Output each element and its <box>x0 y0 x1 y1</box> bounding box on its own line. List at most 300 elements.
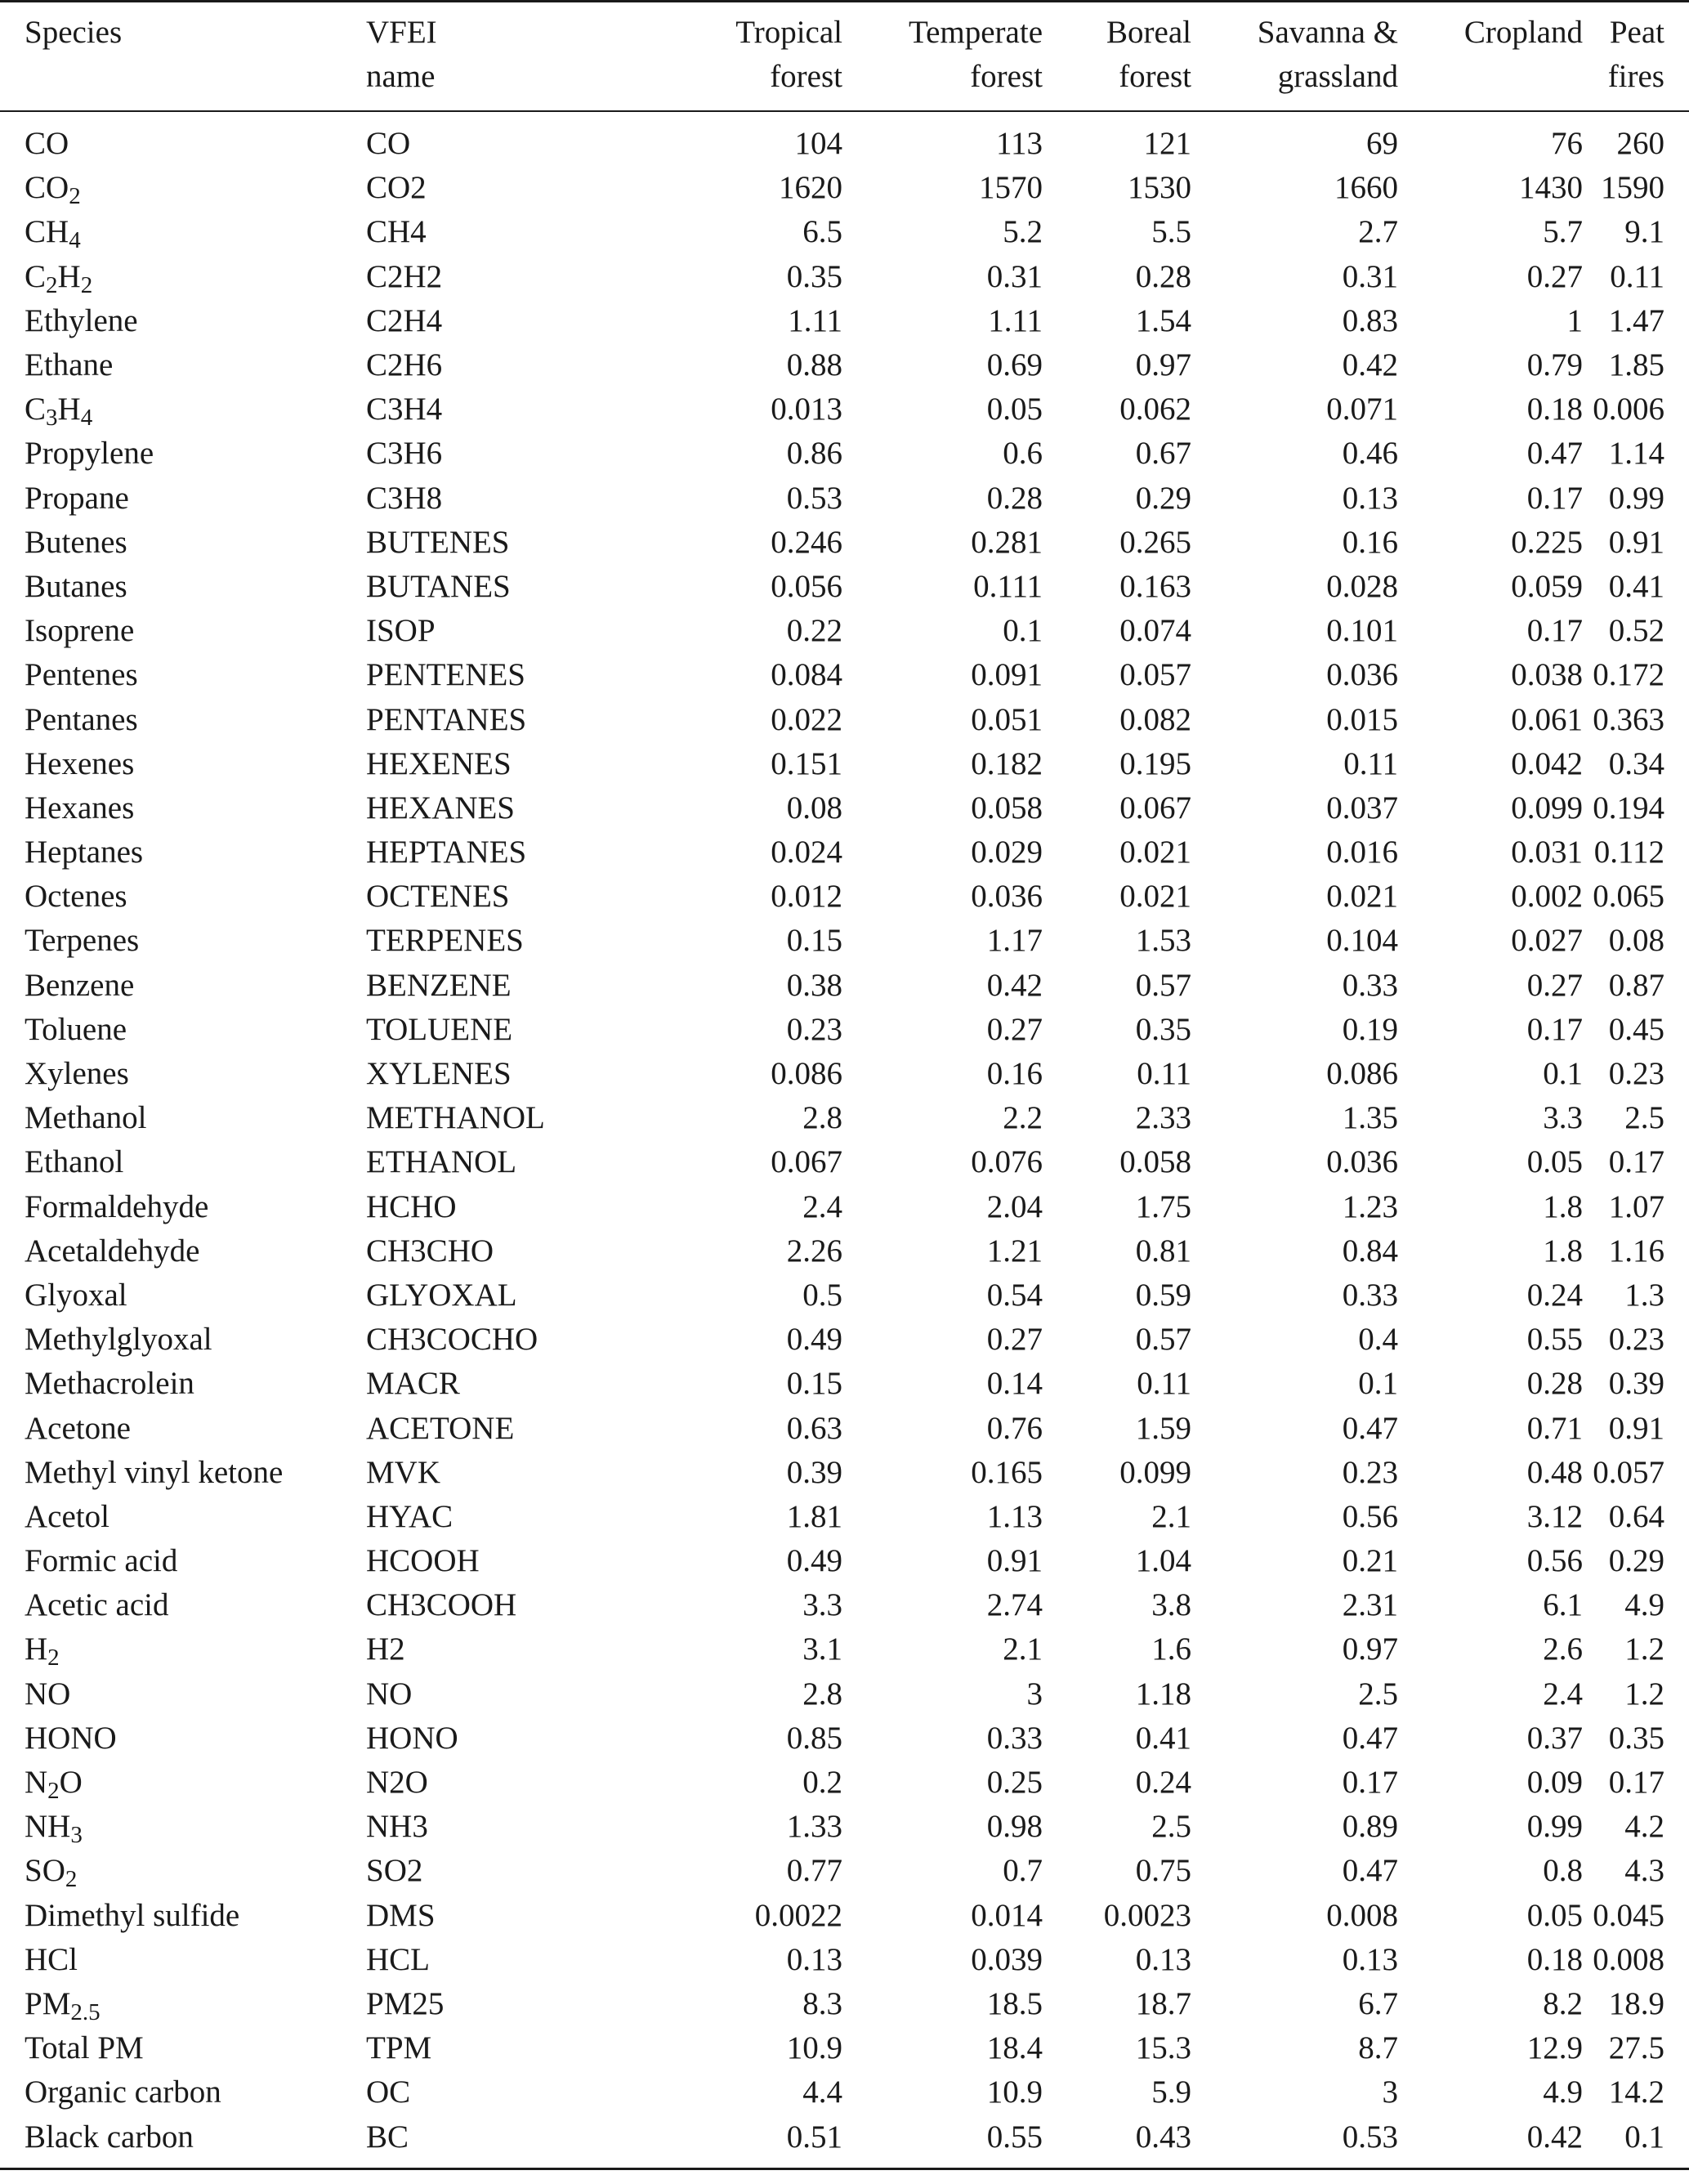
vfei-name-cell: CH3COOH <box>366 1587 517 1623</box>
species-cell <box>0 521 366 565</box>
species-cell <box>0 1273 366 1318</box>
value-cell: 2.4 <box>802 1188 842 1224</box>
value-cell: 1.11 <box>988 302 1043 338</box>
value-cell: 0.022 <box>771 701 842 737</box>
species-text: H <box>25 1631 48 1667</box>
value-cell: 0.91 <box>1608 524 1664 560</box>
value-cell: 260 <box>1616 126 1664 162</box>
value-cell: 0.006 <box>1593 392 1664 427</box>
value-cell: 0.05 <box>1526 1897 1583 1933</box>
value-cell: 0.39 <box>786 1454 842 1490</box>
value-cell: 2.8 <box>802 1100 842 1136</box>
value-cell: 0.15 <box>786 923 842 959</box>
species-text: CO <box>25 170 69 206</box>
species-cell <box>0 1672 366 1716</box>
value-cell: 5.5 <box>1151 214 1191 250</box>
value-cell: 0.13 <box>786 1941 842 1977</box>
value-cell: 0.67 <box>1135 436 1191 472</box>
species-text: Octenes <box>25 879 127 915</box>
value-cell: 2.6 <box>1543 1631 1583 1667</box>
value-cell: 0.54 <box>986 1277 1043 1313</box>
value-cell: 0.101 <box>1326 613 1398 649</box>
value-cell: 104 <box>794 126 842 162</box>
table-row <box>0 2115 1689 2168</box>
value-cell: 0.028 <box>1326 568 1398 604</box>
value-cell: 0.11 <box>1137 1366 1191 1402</box>
species-text: N <box>25 1765 48 1801</box>
species-cell <box>0 166 366 210</box>
species-text: Propylene <box>25 436 154 472</box>
species-cell <box>0 255 366 299</box>
species-cell <box>0 1583 366 1627</box>
value-cell: 1.33 <box>786 1809 842 1845</box>
value-cell: 0.18 <box>1526 392 1583 427</box>
species-text: Acetaldehyde <box>25 1233 200 1269</box>
table-row <box>0 432 1689 476</box>
table-row <box>0 742 1689 786</box>
value-cell: 4.9 <box>1543 2074 1583 2110</box>
species-cell <box>0 1982 366 2026</box>
value-cell: 0.47 <box>1342 1410 1398 1446</box>
value-cell: 0.35 <box>1608 1720 1664 1756</box>
header-line: Boreal <box>1106 15 1191 50</box>
value-cell: 0.067 <box>1119 790 1191 826</box>
value-cell: 0.057 <box>1593 1454 1664 1490</box>
table-row <box>0 609 1689 653</box>
table-row <box>0 1627 1689 1672</box>
table-row <box>0 653 1689 697</box>
species-cell <box>0 1229 366 1273</box>
value-cell: 0.48 <box>1526 1454 1583 1490</box>
value-cell: 0.1 <box>1583 2115 1689 2168</box>
value-cell: 0.09 <box>1526 1765 1583 1801</box>
value-cell: 5.7 <box>1543 214 1583 250</box>
value-cell: 0.195 <box>1119 745 1191 781</box>
value-cell: 10.9 <box>786 2030 842 2066</box>
header-species <box>0 2 366 112</box>
table-body <box>0 111 1689 2168</box>
value-cell: 0.57 <box>1135 967 1191 1003</box>
vfei-name-cell: MVK <box>366 1454 441 1490</box>
value-cell: 2.4 <box>1543 1676 1583 1712</box>
table-row <box>0 1849 1689 1893</box>
value-cell: 0.19 <box>1342 1011 1398 1047</box>
species-cell <box>0 830 366 875</box>
species-text: Ethylene <box>25 302 138 338</box>
header-line: Savanna & <box>1257 15 1398 50</box>
value-cell: 14.2 <box>1608 2074 1664 2110</box>
header-peat-fires <box>1583 2 1689 112</box>
value-cell: 0.031 <box>1511 835 1583 870</box>
header-line: Peat fires <box>1607 15 1664 94</box>
header-temperate-forest <box>842 2 1043 112</box>
species-text: Methyl vinyl ketone <box>25 1454 284 1490</box>
header-line: Cropland <box>1463 15 1583 50</box>
value-cell: 0.027 <box>1511 923 1583 959</box>
table-row <box>0 343 1689 387</box>
value-cell: 0.17 <box>1526 480 1583 516</box>
value-cell: 2.5 <box>1358 1676 1398 1712</box>
species-subscript: 2 <box>46 271 58 298</box>
value-cell: 0.016 <box>1326 835 1398 870</box>
table-row <box>0 1052 1689 1096</box>
header-line: Species <box>25 15 123 50</box>
vfei-name-cell: C2H4 <box>366 302 443 338</box>
species-cell <box>0 1140 366 1184</box>
table-row <box>0 255 1689 299</box>
vfei-name-cell: PM25 <box>366 1985 445 2021</box>
value-cell: 0.008 <box>1593 1941 1664 1977</box>
species-cell <box>0 1096 366 1140</box>
value-cell: 18.9 <box>1608 1985 1664 2021</box>
table-row <box>0 919 1689 963</box>
value-cell: 1.3 <box>1624 1277 1664 1313</box>
value-cell: 0.036 <box>1326 657 1398 693</box>
value-cell: 1.04 <box>1135 1543 1191 1579</box>
value-cell: 0.021 <box>1326 879 1398 915</box>
value-cell: 0.111 <box>973 568 1043 604</box>
species-cell <box>0 2026 366 2070</box>
value-cell: 2.04 <box>986 1188 1043 1224</box>
value-cell: 0.036 <box>1326 1144 1398 1180</box>
table-row <box>0 1583 1689 1627</box>
value-cell: 3 <box>1026 1676 1043 1712</box>
value-cell: 0.11 <box>1137 1056 1191 1092</box>
species-cell <box>0 1938 366 1982</box>
value-cell: 0.11 <box>1343 745 1398 781</box>
header-vfei-name <box>366 2 622 112</box>
value-cell: 0.88 <box>786 347 842 383</box>
value-cell: 0.33 <box>1342 967 1398 1003</box>
table-row <box>0 697 1689 741</box>
vfei-name-cell: CO2 <box>366 170 427 206</box>
value-cell: 0.99 <box>1526 1809 1583 1845</box>
value-cell: 8.3 <box>802 1985 842 2021</box>
table-header-row <box>0 2 1689 112</box>
value-cell: 0.77 <box>786 1853 842 1889</box>
header-cropland <box>1398 2 1583 112</box>
species-text: Acetol <box>25 1498 109 1534</box>
species-text: Xylenes <box>25 1056 129 1092</box>
species-text: Hexanes <box>25 790 135 826</box>
vfei-name-cell: BUTENES <box>366 524 510 560</box>
value-cell: 0.057 <box>1119 657 1191 693</box>
value-cell: 2.2 <box>1003 1100 1043 1136</box>
vfei-name-cell: C2H2 <box>366 258 443 294</box>
vfei-name-cell: OCTENES <box>366 879 510 915</box>
species-cell <box>0 1539 366 1583</box>
value-cell: 1.53 <box>1135 923 1191 959</box>
species-text: Pentenes <box>25 657 138 693</box>
header-line: Temperate <box>909 15 1043 50</box>
species-text: CO <box>25 126 69 162</box>
species-cell <box>0 2115 366 2168</box>
vfei-name-cell: NO <box>366 1676 413 1712</box>
value-cell: 2.1 <box>1003 1631 1043 1667</box>
value-cell: 3.3 <box>802 1587 842 1623</box>
value-cell: 0.43 <box>1043 2115 1191 2168</box>
value-cell: 0.17 <box>1608 1144 1664 1180</box>
vfei-name-cell: GLYOXAL <box>366 1277 517 1313</box>
value-cell: 0.061 <box>1511 701 1583 737</box>
value-cell: 0.1 <box>1003 613 1043 649</box>
species-cell <box>0 1185 366 1229</box>
vfei-name-cell: C2H6 <box>366 347 443 383</box>
value-cell: 2.8 <box>802 1676 842 1712</box>
value-cell: 6.7 <box>1358 1985 1398 2021</box>
species-text: NO <box>25 1676 71 1712</box>
value-cell: 6.1 <box>1543 1587 1583 1623</box>
value-cell: 15.3 <box>1135 2030 1191 2066</box>
value-cell: 0.0022 <box>754 1897 842 1933</box>
value-cell: 1.17 <box>986 923 1043 959</box>
vfei-name-cell: PENTANES <box>366 701 527 737</box>
value-cell: 3.1 <box>802 1631 842 1667</box>
value-cell: 0.97 <box>1342 1631 1398 1667</box>
species-subscript: 4 <box>80 405 93 432</box>
species-text: Benzene <box>25 967 135 1003</box>
value-cell: 0.024 <box>771 835 842 870</box>
value-cell: 0.23 <box>1608 1322 1664 1358</box>
table-row <box>0 1008 1689 1052</box>
value-cell: 0.38 <box>786 967 842 1003</box>
value-cell: 0.79 <box>1526 347 1583 383</box>
species-cell <box>0 387 366 432</box>
value-cell: 0.058 <box>1119 1144 1191 1180</box>
value-cell: 0.037 <box>1326 790 1398 826</box>
value-cell: 0.98 <box>986 1809 1043 1845</box>
value-cell: 0.49 <box>786 1322 842 1358</box>
value-cell: 1.47 <box>1608 302 1664 338</box>
value-cell: 0.014 <box>971 1897 1043 1933</box>
value-cell: 0.41 <box>1608 568 1664 604</box>
value-cell: 0.27 <box>1526 258 1583 294</box>
value-cell: 0.5 <box>802 1277 842 1313</box>
value-cell: 3.8 <box>1151 1587 1191 1623</box>
value-cell: 0.59 <box>1135 1277 1191 1313</box>
value-cell: 2.74 <box>986 1587 1043 1623</box>
species-text: Terpenes <box>25 923 140 959</box>
value-cell: 0.038 <box>1511 657 1583 693</box>
vfei-name-cell: C3H6 <box>366 436 443 472</box>
value-cell: 0.31 <box>1342 258 1398 294</box>
value-cell: 0.53 <box>1191 2115 1398 2168</box>
table-row <box>0 875 1689 919</box>
species-subscript: 3 <box>46 405 58 432</box>
value-cell: 8.2 <box>1543 1985 1583 2021</box>
value-cell: 2.26 <box>786 1233 842 1269</box>
value-cell: 0.22 <box>786 613 842 649</box>
value-cell: 0.065 <box>1593 879 1664 915</box>
value-cell: 2.5 <box>1151 1809 1191 1845</box>
value-cell: 76 <box>1551 126 1583 162</box>
value-cell: 0.076 <box>971 1144 1043 1180</box>
species-text: SO <box>25 1853 65 1889</box>
value-cell: 0.194 <box>1593 790 1664 826</box>
value-cell: 0.56 <box>1342 1498 1398 1534</box>
value-cell: 0.27 <box>986 1322 1043 1358</box>
value-cell: 0.17 <box>1526 613 1583 649</box>
table-row <box>0 1096 1689 1140</box>
value-cell: 0.8 <box>1543 1853 1583 1889</box>
value-cell: 0.28 <box>986 480 1043 516</box>
table-row <box>0 1805 1689 1849</box>
vfei-name-cell: CO <box>366 126 411 162</box>
value-cell: 0.029 <box>971 835 1043 870</box>
table-row <box>0 1318 1689 1362</box>
value-cell: 69 <box>1366 126 1398 162</box>
value-cell: 0.099 <box>1119 1454 1191 1490</box>
species-text: Black carbon <box>25 2119 194 2155</box>
value-cell: 0.021 <box>1119 835 1191 870</box>
value-cell: 0.039 <box>971 1941 1043 1977</box>
value-cell: 0.57 <box>1135 1322 1191 1358</box>
value-cell: 1.07 <box>1608 1188 1664 1224</box>
value-cell: 3.3 <box>1543 1100 1583 1136</box>
value-cell: 0.45 <box>1608 1011 1664 1047</box>
value-cell: 0.42 <box>1342 347 1398 383</box>
vfei-name-cell: TERPENES <box>366 923 524 959</box>
value-cell: 4.2 <box>1624 1809 1664 1845</box>
species-cell <box>0 565 366 609</box>
value-cell: 0.49 <box>786 1543 842 1579</box>
value-cell: 2.1 <box>1151 1498 1191 1534</box>
value-cell: 0.87 <box>1608 967 1664 1003</box>
value-cell: 0.27 <box>1526 967 1583 1003</box>
vfei-name-cell: ACETONE <box>366 1410 515 1446</box>
species-cell <box>0 1318 366 1362</box>
value-cell: 0.14 <box>986 1366 1043 1402</box>
value-cell: 0.7 <box>1003 1853 1043 1889</box>
value-cell: 0.13 <box>1342 480 1398 516</box>
value-cell: 2.31 <box>1342 1587 1398 1623</box>
value-cell: 3 <box>1382 2074 1398 2110</box>
value-cell: 1.16 <box>1608 1233 1664 1269</box>
header-line: forest <box>1119 59 1191 94</box>
value-cell: 0.55 <box>1526 1322 1583 1358</box>
value-cell: 0.6 <box>1003 436 1043 472</box>
species-subscript: 2 <box>69 183 81 210</box>
species-subscript: 2 <box>47 1778 60 1805</box>
vfei-name-cell: METHANOL <box>366 1100 545 1136</box>
value-cell: 0.33 <box>986 1720 1043 1756</box>
value-cell: 0.11 <box>1610 258 1664 294</box>
species-subscript: 2.5 <box>70 1998 101 2025</box>
species-cell <box>0 477 366 521</box>
value-cell: 4.3 <box>1624 1853 1664 1889</box>
table-row <box>0 1185 1689 1229</box>
table-row <box>0 2070 1689 2115</box>
value-cell: 1590 <box>1601 170 1664 206</box>
species-text: Dimethyl sulfide <box>25 1897 240 1933</box>
species-text: Pentanes <box>25 701 138 737</box>
table-row <box>0 1273 1689 1318</box>
value-cell: 0.91 <box>1608 1410 1664 1446</box>
value-cell: 2.5 <box>1624 1100 1664 1136</box>
value-cell: 0.2 <box>802 1765 842 1801</box>
species-text: Propane <box>25 480 129 516</box>
value-cell: 0.002 <box>1511 879 1583 915</box>
value-cell: 0.082 <box>1119 701 1191 737</box>
value-cell: 0.81 <box>1135 1233 1191 1269</box>
value-cell: 0.24 <box>1526 1277 1583 1313</box>
header-boreal-forest <box>1043 2 1191 112</box>
header-savanna-grassland <box>1191 2 1398 112</box>
value-cell: 0.42 <box>986 967 1043 1003</box>
value-cell: 0.28 <box>1135 258 1191 294</box>
value-cell: 0.51 <box>622 2115 842 2168</box>
vfei-name-cell: BC <box>366 2115 622 2168</box>
value-cell: 1.35 <box>1342 1100 1398 1136</box>
value-cell: 1.75 <box>1135 1188 1191 1224</box>
value-cell: 0.163 <box>1119 568 1191 604</box>
value-cell: 2.33 <box>1135 1100 1191 1136</box>
species-cell <box>0 1008 366 1052</box>
value-cell: 10.9 <box>986 2074 1043 2110</box>
vfei-name-cell: OC <box>366 2074 411 2110</box>
value-cell: 1.2 <box>1624 1631 1664 1667</box>
header-line: Tropical <box>735 15 842 50</box>
value-cell: 0.1 <box>1358 1366 1398 1402</box>
value-cell: 0.084 <box>771 657 842 693</box>
table-row <box>0 299 1689 343</box>
value-cell: 0.84 <box>1342 1233 1398 1269</box>
species-text: H <box>57 258 81 294</box>
value-cell: 18.7 <box>1135 1985 1191 2021</box>
table-row <box>0 1716 1689 1761</box>
species-text: Methanol <box>25 1100 147 1136</box>
header-line: VFEI <box>366 15 437 50</box>
species-text: PM <box>25 1985 71 2021</box>
value-cell: 0.056 <box>771 568 842 604</box>
species-text: Acetone <box>25 1410 131 1446</box>
value-cell: 0.39 <box>1608 1366 1664 1402</box>
value-cell: 27.5 <box>1608 2030 1664 2066</box>
species-cell <box>0 210 366 254</box>
value-cell: 0.24 <box>1135 1765 1191 1801</box>
value-cell: 9.1 <box>1624 214 1664 250</box>
table-row <box>0 1140 1689 1184</box>
value-cell: 0.52 <box>1608 613 1664 649</box>
species-cell <box>0 919 366 963</box>
vfei-name-cell: XYLENES <box>366 1056 512 1092</box>
value-cell: 0.172 <box>1593 657 1664 693</box>
value-cell: 0.112 <box>1593 835 1664 870</box>
species-text: Formic acid <box>25 1543 178 1579</box>
value-cell: 0.21 <box>1342 1543 1398 1579</box>
species-text: O <box>59 1765 83 1801</box>
value-cell: 5.9 <box>1151 2074 1191 2110</box>
table-row <box>0 565 1689 609</box>
value-cell: 4.4 <box>802 2074 842 2110</box>
value-cell: 0.76 <box>986 1410 1043 1446</box>
vfei-name-cell: C3H4 <box>366 392 443 427</box>
header-line: name <box>366 59 436 94</box>
value-cell: 1.21 <box>986 1233 1043 1269</box>
species-cell <box>0 786 366 830</box>
value-cell: 0.074 <box>1119 613 1191 649</box>
table-row <box>0 830 1689 875</box>
value-cell: 0.013 <box>771 392 842 427</box>
value-cell: 3.12 <box>1526 1498 1583 1534</box>
value-cell: 5.2 <box>1003 214 1043 250</box>
table-row <box>0 1229 1689 1273</box>
header-line: grassland <box>1277 59 1398 94</box>
species-text: HONO <box>25 1720 117 1756</box>
value-cell: 0.41 <box>1135 1720 1191 1756</box>
value-cell: 0.53 <box>786 480 842 516</box>
value-cell: 18.5 <box>986 1985 1043 2021</box>
